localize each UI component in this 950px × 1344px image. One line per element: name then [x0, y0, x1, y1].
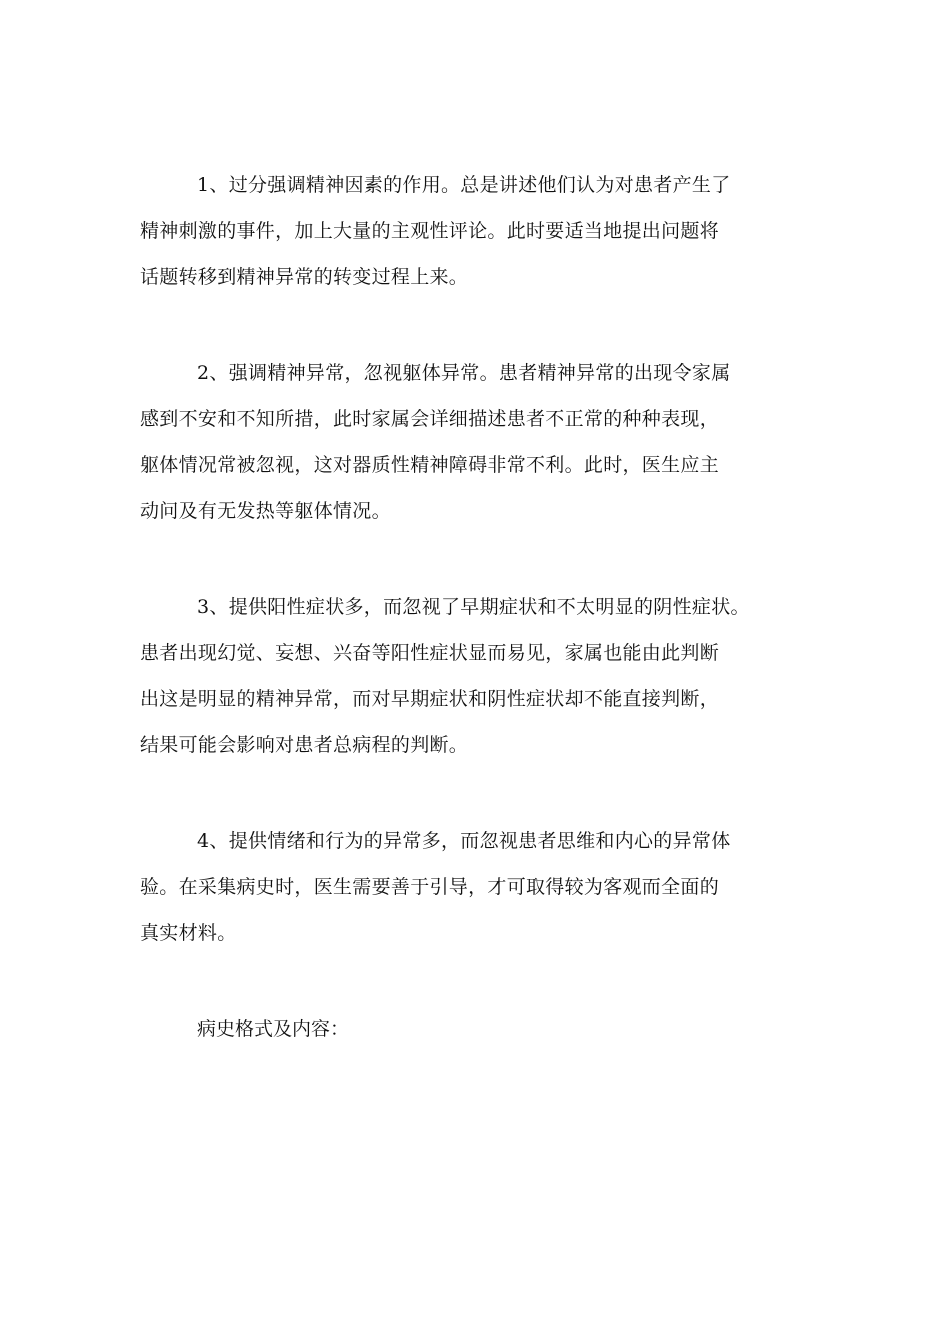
paragraph-3	[140, 584, 830, 768]
paragraph-line: 真实材料。	[140, 922, 237, 944]
paragraph-line: 结果可能会影响对患者总病程的判断。	[140, 734, 469, 756]
paragraph-line: 患者出现幻觉、妄想、兴奋等阳性症状显而易见，家属也能由此判断	[140, 642, 720, 664]
paragraph-line: 3、提供阳性症状多，而忽视了早期症状和不太明显的阴性症状。	[197, 596, 750, 618]
document-body	[140, 162, 830, 1052]
paragraph-line: 话题转移到精神异常的转变过程上来。	[140, 266, 469, 288]
paragraph-4	[140, 818, 830, 956]
paragraph-line: 感到不安和不知所措，此时家属会详细描述患者不正常的种种表现，	[140, 408, 720, 430]
paragraph-2	[140, 350, 830, 534]
paragraph-line: 1、过分强调精神因素的作用。总是讲述他们认为对患者产生了	[197, 174, 731, 196]
paragraph-line: 2、强调精神异常，忽视躯体异常。患者精神异常的出现令家属	[197, 362, 731, 384]
paragraph-line: 验。在采集病史时，医生需要善于引导，才可取得较为客观而全面的	[140, 876, 720, 898]
paragraph-line: 躯体情况常被忽视，这对器质性精神障碍非常不利。此时，医生应主	[140, 454, 720, 476]
paragraph-1	[140, 162, 830, 300]
paragraph-line: 出这是明显的精神异常，而对早期症状和阴性症状却不能直接判断，	[140, 688, 720, 710]
section-heading: 病史格式及内容：	[197, 1018, 350, 1040]
paragraph-line: 动问及有无发热等躯体情况。	[140, 500, 391, 522]
paragraph-line: 4、提供情绪和行为的异常多，而忽视患者思维和内心的异常体	[197, 830, 731, 852]
paragraph-line: 精神刺激的事件，加上大量的主观性评论。此时要适当地提出问题将	[140, 220, 720, 242]
